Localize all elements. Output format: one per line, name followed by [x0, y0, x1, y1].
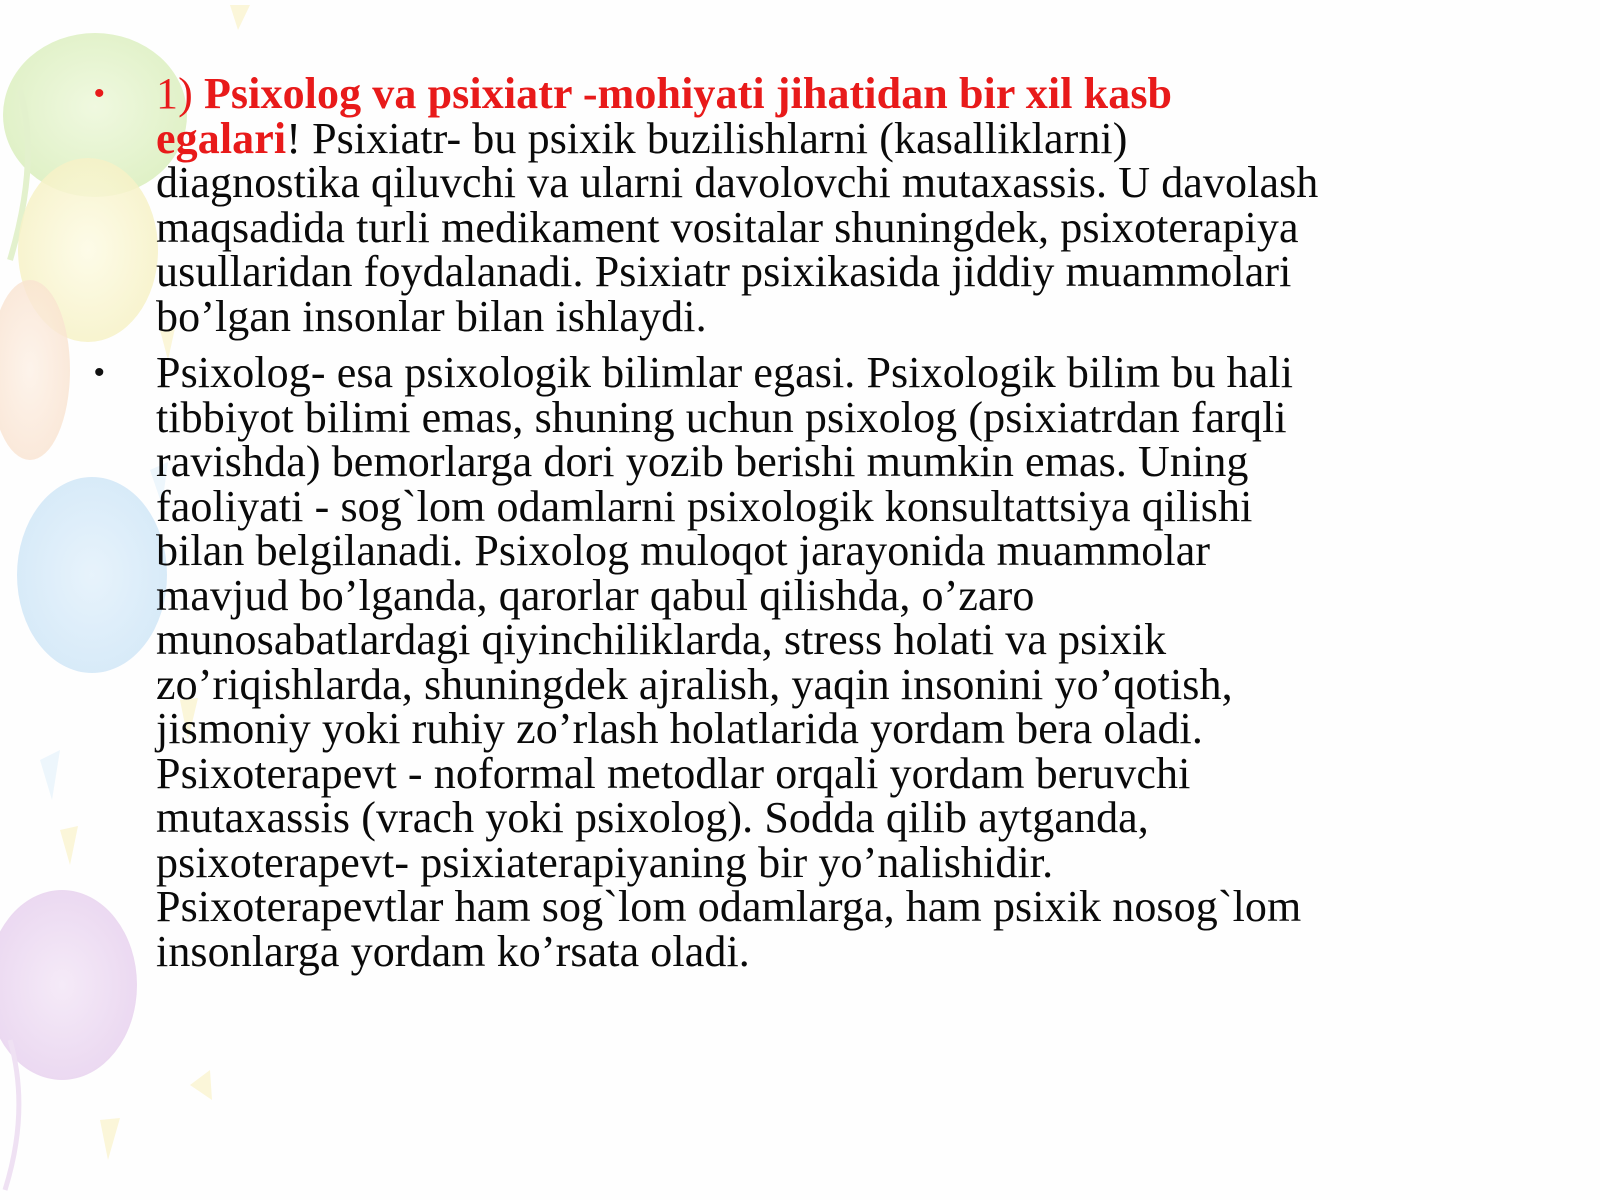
bullet-text: ! Psixiatr- bu psixik buzilishlarni (kasalliklarni) [286, 113, 1128, 163]
bullet-line: usullaridan foydalanadi. Psixiatr psixikasida jiddiy muammolari [156, 247, 1292, 296]
bullet-line: diagnostika qiluvchi va ularni davolovchi mutaxassis. U davolash [156, 158, 1319, 207]
bullet-dot-icon: • [94, 356, 105, 389]
highlight-title-end: egalari [156, 113, 287, 163]
bullet-line: munosabatlardagi qiyinchiliklarda, stress holati va psixik [156, 615, 1167, 664]
bullet-line: zo’riqishlarda, shuningdek ajralish, yaqin insonini yo’qotish, [156, 659, 1233, 709]
bullet-line [156, 113, 1514, 163]
bullet-line: Psixoterapevt - noformal metodlar orqali yordam beruvchi [156, 748, 1191, 798]
bullet-item-psixolog [94, 348, 1514, 976]
bullet-line [156, 69, 1514, 118]
bullet-line: bo’lgan insonlar bilan ishlaydi. [156, 291, 707, 341]
bullet-line: mutaxassis (vrach yoki psixolog). Sodda qilib aytganda, [156, 793, 1149, 842]
bullet-line: tibbiyot bilimi emas, shuning uchun psixolog (psixiatrdan farqli [156, 392, 1287, 442]
bullet-line: jismoniy yoki ruhiy zo’rlash holatlarida yordam bera oladi. [156, 704, 1203, 753]
bullet-line: psixoterapevt- psixiaterapiyaning bir yo’nalishidir. [156, 837, 1054, 887]
bullet-line: bilan belgilanadi. Psixolog muloqot jarayonida muammolar [156, 526, 1211, 575]
bullet-line: maqsadida turli medikament vositalar shuningdek, psixoterapiya [156, 202, 1299, 252]
highlight-title: Psixolog va psixiatr -mohiyati jihatidan bir xil kasb [203, 69, 1173, 118]
bullet-item-psixiatr [94, 69, 1514, 341]
bullet-line: Psixoterapevtlar ham sog`lom odamlarga, ham psixik nosog`lom [156, 882, 1302, 931]
bullet-number: 1) [156, 69, 204, 118]
bullet-dot-icon: • [94, 77, 105, 110]
slide-body [94, 69, 1514, 976]
bullet-line: mavjud bo’lganda, qarorlar qabul qilishda, o’zaro [156, 570, 1035, 620]
bullet-line: insonlarga yordam ko’rsata oladi. [156, 926, 750, 976]
bullet-line: faoliyati - sog`lom odamlarni psixologik konsultattsiya qilishi [156, 481, 1253, 531]
bullet-line: Psixolog- esa psixologik bilimlar egasi. Psixologik bilim bu hali [156, 348, 1294, 397]
bullet-line: ravishda) bemorlarga dori yozib berishi mumkin emas. Uning [156, 437, 1249, 486]
